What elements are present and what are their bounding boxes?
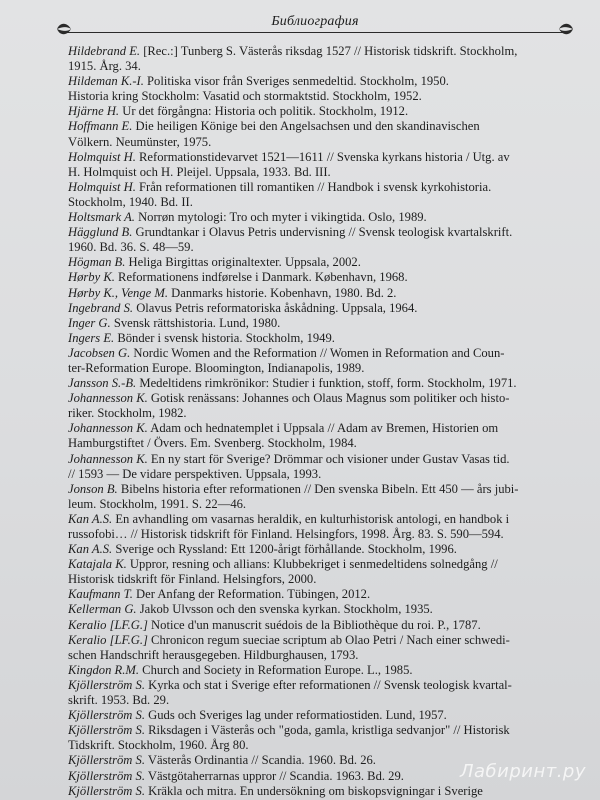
bibliography-line (68, 74, 580, 89)
bibliography-line (68, 542, 580, 557)
bibliography-line (68, 663, 580, 678)
entry-text: Adam och hednatemplet i Uppsala // Adam av Bremen, Historien om (147, 421, 499, 436)
entry-text: Kräkla och mitra. En undersökning om biskopsvigningar i Sverige (144, 783, 483, 798)
bibliography-line (68, 572, 580, 587)
bibliography-line (68, 44, 580, 59)
entry-author: Hjärne H. (68, 104, 120, 119)
entry-text: Gotisk renässans: Johannes och Olaus Magnus som politiker och histo- (147, 391, 510, 406)
entry-text: Nordic Women and the Reformation // Women in Reformation and Coun- (130, 345, 505, 360)
bibliography-line (68, 482, 580, 497)
entry-author: Jonson B. (68, 481, 118, 496)
bibliography-line (68, 135, 580, 150)
entry-text: Heliga Birgittas originaltexter. Uppsala, 2002. (125, 255, 361, 270)
entry-text: [Rec.:] Tunberg S. Västerås riksdag 1527 // Historisk tidskrift. Stockholm, (140, 44, 518, 58)
entry-text: Jakob Ulvsson och den svenska kyrkan. Stockholm, 1935. (136, 602, 433, 617)
bibliography-line (68, 255, 580, 270)
entry-text: Bönder i svensk historia. Stockholm, 1949. (114, 330, 335, 345)
entry-author: Jansson S.-B. (68, 376, 137, 391)
entry-author: Hørby K., Venge M. (68, 285, 169, 300)
entry-author: Kellerman G. (68, 602, 137, 617)
entry-author: Inger G. (68, 315, 111, 330)
entry-text: 1915. Årg. 34. (68, 59, 141, 74)
entry-text: Ur det förgångna: Historia och politik. Stockholm, 1912. (119, 104, 409, 119)
entry-author: Hørby K. (68, 270, 115, 285)
bibliography-line (68, 376, 580, 391)
entry-text: russofobi… // Historisk tidskrift för Finland. Helsingfors, 1998. Årg. 83. S. 590—594. (68, 527, 504, 541)
entry-text: Historia kring Stockholm: Vasatid och stormaktstid. Stockholm, 1952. (68, 89, 422, 104)
bibliography-line (68, 59, 580, 74)
bibliography-line (68, 89, 580, 104)
entry-author: Hägglund B. (68, 225, 133, 240)
bibliography-line (68, 693, 580, 708)
bibliography-line (68, 180, 580, 195)
bibliography-line (68, 527, 580, 542)
bibliography-line (68, 723, 580, 738)
entry-text: Chronicon regum sueciae scriptum ab Olao Petri / Nach einer schwedi- (147, 632, 510, 647)
entry-author: Holmquist H. (68, 179, 136, 194)
bibliography-line (68, 316, 580, 331)
entry-text: Reformationstidevarvet 1521—1611 // Svenska kyrkans historia / Utg. av (135, 149, 510, 164)
entry-text: En ny start för Sverige? Drömmar och visioner under Gustav Vasas tid. (147, 451, 510, 466)
entry-text: Der Anfang der Reformation. Tübingen, 2012. (132, 587, 371, 602)
entry-text: Bibelns historia efter reformationen // Den svenska Bibeln. Ett 450 — års jubi- (117, 481, 519, 496)
bibliography-line (68, 784, 580, 799)
bibliography-line (68, 301, 580, 316)
bibliography-line (68, 165, 580, 180)
entry-text: Från reformationen till romantiken // Handbok i svensk kyrkohistoria. (135, 179, 492, 194)
bibliography-line (68, 452, 580, 467)
entry-author: Kan A.S. (68, 542, 113, 557)
entry-author: Johannesson K. (68, 421, 148, 436)
entry-author: Kjöllerström S. (68, 768, 145, 783)
bibliography-line (68, 150, 580, 165)
bibliography-line (68, 512, 580, 527)
entry-author: Kaufmann T. (68, 587, 133, 602)
bibliography-line (68, 119, 580, 134)
entry-text: H. Holmquist och H. Pleijel. Uppsala, 1933. Bd. III. (68, 164, 331, 179)
entry-text: Notice d'un manuscrit suédois de la Bibliothèque du roi. P., 1787. (147, 617, 481, 632)
bibliography-line (68, 467, 580, 482)
bibliography-line (68, 104, 580, 119)
entry-text: Tidskrift. Stockholm, 1960. Årg 80. (68, 738, 249, 753)
bibliography-line (68, 738, 580, 753)
bibliography-line (68, 678, 580, 693)
entry-author: Johannesson K. (68, 391, 148, 406)
bibliography-line (68, 708, 580, 723)
entry-text: Reformationens indførelse i Danmark. København, 1968. (114, 270, 408, 285)
bibliography-line (68, 436, 580, 451)
entry-text: Historisk tidskrift för Finland. Helsingfors, 2000. (68, 572, 317, 587)
entry-text: Västgötaherrarnas uppror // Scandia. 1963. Bd. 29. (144, 768, 404, 783)
entry-text: Västerås Ordinantia // Scandia. 1960. Bd. 26. (144, 753, 376, 768)
entry-author: Keralio [LF.G.] (68, 617, 148, 632)
entry-text: Politiska visor från Sveriges senmedeltid. Stockholm, 1950. (143, 74, 449, 89)
entry-text: Svensk rättshistoria. Lund, 1980. (110, 315, 281, 330)
entry-text: ter-Reformation Europe. Bloomington, Indianapolis, 1989. (68, 360, 365, 375)
bibliography-list (68, 44, 580, 799)
entry-author: Keralio [LF.G.] (68, 632, 148, 647)
entry-author: Kjöllerström S. (68, 723, 145, 738)
bibliography-line (68, 587, 580, 602)
bibliography-line (68, 270, 580, 285)
entry-text: // 1593 — De vidare perspektiven. Uppsala, 1993. (68, 466, 322, 481)
bibliography-line (68, 648, 580, 663)
entry-text: Uppror, resning och allians: Klubbekriget i senmedeltidens solnedgång // (126, 557, 498, 572)
page-header (55, 12, 575, 40)
entry-text: skrift. 1953. Bd. 29. (68, 693, 170, 708)
entry-text: riker. Stockholm, 1982. (68, 406, 187, 421)
entry-text: En avhandling om vasarnas heraldik, en kulturhistorisk antologi, en handbok i (112, 511, 510, 526)
page-title: Библиография (271, 14, 359, 29)
entry-author: Johannesson K. (68, 451, 148, 466)
entry-text: schen Handschrift herausgegeben. Hildburghausen, 1793. (68, 647, 359, 662)
bibliography-line (68, 240, 580, 255)
bibliography-line (68, 633, 580, 648)
entry-author: Kingdon R.M. (68, 662, 140, 677)
entry-author: Hildeman K.-I. (68, 74, 144, 89)
entry-author: Hildebrand E. (68, 44, 141, 58)
bibliography-line (68, 195, 580, 210)
entry-author: Holmquist H. (68, 149, 136, 164)
bibliography-line (68, 286, 580, 301)
entry-author: Kjöllerström S. (68, 783, 145, 798)
bibliography-line (68, 557, 580, 572)
entry-author: Kan A.S. (68, 511, 113, 526)
entry-text: leum. Stockholm, 1991. S. 22—46. (68, 496, 247, 511)
entry-author: Hoffmann E. (68, 119, 133, 134)
bibliography-line (68, 331, 580, 346)
entry-text: Völkern. Neumünster, 1975. (68, 134, 212, 149)
entry-text: Guds och Sveriges lag under reformatiostiden. Lund, 1957. (144, 708, 447, 723)
entry-text: Kyrka och stat i Sverige efter reformationen // Svensk teologisk kvartal- (144, 677, 512, 692)
entry-text: Stockholm, 1940. Bd. II. (68, 194, 193, 209)
bibliography-line (68, 210, 580, 225)
entry-author: Kjöllerström S. (68, 708, 145, 723)
entry-text: Sverige och Ryssland: Ett 1200-årigt förhållande. Stockholm, 1996. (112, 542, 457, 557)
bibliography-line (68, 225, 580, 240)
bibliography-line (68, 421, 580, 436)
bibliography-line (68, 497, 580, 512)
entry-author: Ingebrand S. (68, 300, 134, 315)
entry-text: Olavus Petris reformatoriska åskådning. Uppsala, 1964. (133, 300, 418, 315)
entry-text: Danmarks historie. Kobenhavn, 1980. Bd. 2. (168, 285, 397, 300)
entry-author: Katajala K. (68, 557, 127, 572)
bibliography-line (68, 618, 580, 633)
entry-text: Norrøn mytologi: Tro och myter i vikingtida. Oslo, 1989. (134, 210, 427, 225)
entry-text: Grundtankar i Olavus Petris undervisning // Svensk teologisk kvartalskrift. (132, 225, 513, 240)
bibliography-line (68, 346, 580, 361)
entry-author: Holtsmark A. (68, 210, 135, 225)
entry-text: Church and Society in Reformation Europe. L., 1985. (139, 662, 413, 677)
entry-text: Riksdagen i Västerås och "goda, gamla, kristliga sedvanjor" // Historisk (144, 723, 510, 738)
bibliography-line (68, 406, 580, 421)
entry-author: Högman B. (68, 255, 126, 270)
entry-author: Kjöllerström S. (68, 677, 145, 692)
entry-author: Kjöllerström S. (68, 753, 145, 768)
entry-author: Ingers E. (68, 330, 115, 345)
entry-text: Die heiligen Könige bei den Angelsachsen und den skandinavischen (132, 119, 480, 134)
entry-text: 1960. Bd. 36. S. 48—59. (68, 240, 194, 255)
watermark-logo: Лабиринт.ру (459, 761, 586, 782)
entry-author: Jacobsen G. (68, 345, 131, 360)
bibliography-line (68, 602, 580, 617)
bibliography-line (68, 361, 580, 376)
header-rule (67, 32, 563, 33)
entry-text: Medeltidens rimkrönikor: Studier i funktion, stoff, form. Stockholm, 1971. (136, 376, 517, 391)
fleuron-right-icon (557, 20, 575, 38)
entry-text: Hamburgstiftet / Övers. Em. Svenberg. Stockholm, 1984. (68, 436, 357, 451)
bibliography-line (68, 391, 580, 406)
